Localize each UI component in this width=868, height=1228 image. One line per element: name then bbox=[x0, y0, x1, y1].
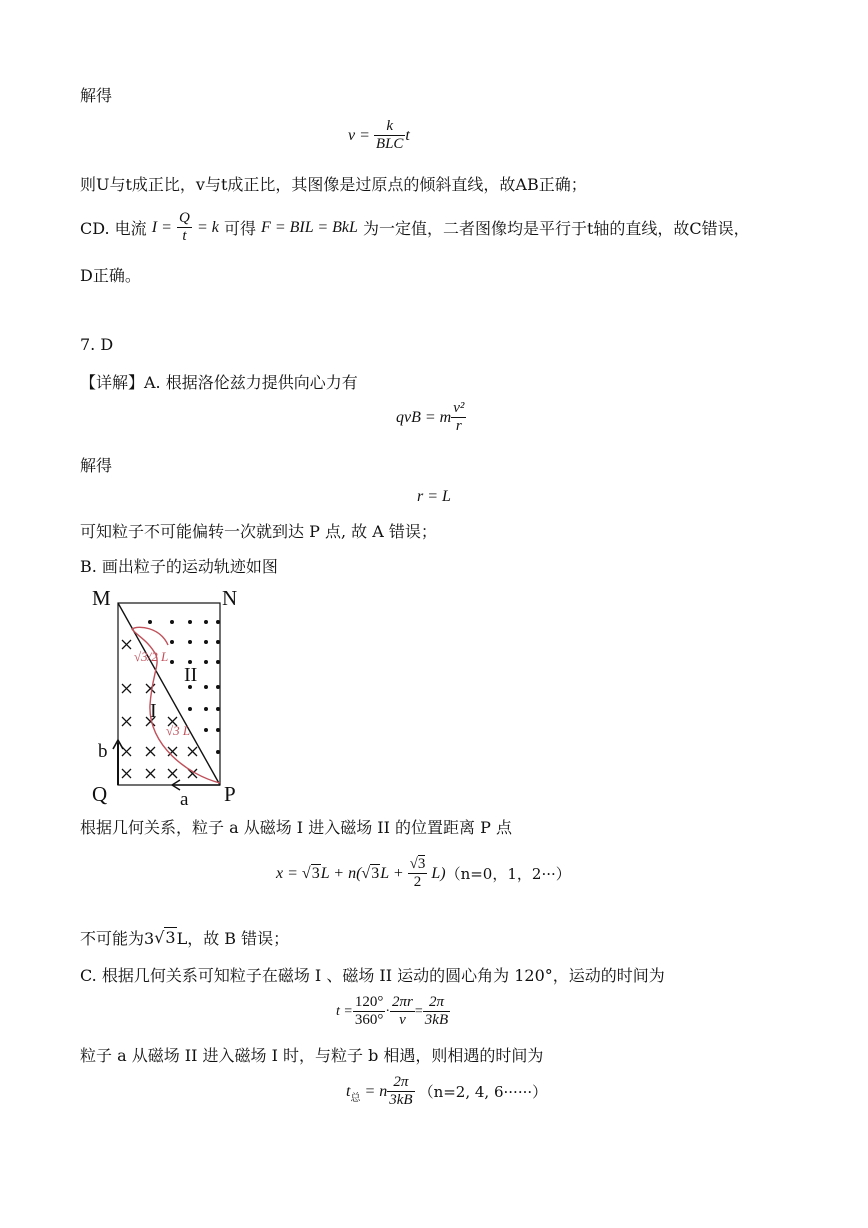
eq-t-frac3 bbox=[423, 994, 450, 1029]
eq-x-condition: （n=0，1，2···） bbox=[445, 865, 571, 883]
text-cd-line bbox=[80, 210, 750, 245]
eq-i-num: Q bbox=[179, 210, 190, 226]
eq-tz-sub: 总 bbox=[350, 1093, 361, 1104]
eq-qvb-fraction bbox=[451, 400, 466, 435]
text-a-wrong: 可知粒子不可能偏转一次就到达 P 点, 故 A 错误； bbox=[80, 522, 437, 541]
eq-x-lhs: x = bbox=[276, 864, 298, 882]
eq-t-d3: 3kB bbox=[424, 1012, 449, 1028]
magnetic-field-figure bbox=[88, 585, 248, 813]
eq-v-fraction bbox=[374, 118, 406, 153]
text-proportional: 则U与t成正比，v与t成正比，其图像是过原点的倾斜直线，故AB正确； bbox=[80, 175, 587, 194]
eq-i-den: t bbox=[177, 227, 192, 245]
text-d-correct: D正确。 bbox=[80, 266, 141, 285]
eq-t-n3: 2π bbox=[428, 994, 444, 1010]
equation-x: x = √ 3 L + n( √ 3 L + $\frac{√3}{2}$ L) （n=0，1，2···） bbox=[276, 856, 571, 890]
text-jiede-2: 解得 bbox=[80, 456, 113, 475]
eq-tz-fraction bbox=[387, 1074, 414, 1109]
equation-r bbox=[417, 488, 451, 506]
eq-f: F = BIL = BkL bbox=[261, 218, 358, 236]
eq-v-den: BLC bbox=[375, 136, 404, 152]
eq-i-tail: = k bbox=[196, 218, 219, 236]
eq-t-n1: 120° bbox=[354, 994, 384, 1010]
answer-7d: 7. D bbox=[80, 335, 114, 354]
corner-m-label: M bbox=[92, 586, 111, 610]
eq-t-d2: v bbox=[390, 1011, 415, 1029]
equation-qvb bbox=[396, 400, 466, 435]
eq-x-plus: L + bbox=[380, 864, 404, 882]
particle-a-label: a bbox=[180, 789, 189, 810]
eq-qvb-lhs: qvB = m bbox=[396, 408, 452, 426]
eq-x-root2: 3 bbox=[371, 864, 380, 882]
text-jiede-1: 解得 bbox=[80, 86, 113, 105]
text-kede: 可得 bbox=[223, 219, 256, 238]
eq-t-lhs: t = bbox=[336, 1003, 353, 1019]
text-not-possible: 不可能为3 bbox=[80, 929, 155, 948]
particle-b-label: b bbox=[98, 741, 108, 762]
equation-t: t = $\frac{120^\circ}{360^\circ}$ · $\frac{2\pi r}{v}$ = $\frac{2\pi}{3kB}$ bbox=[336, 994, 449, 1028]
eq-t-frac2 bbox=[390, 994, 415, 1029]
corner-p-label: P bbox=[224, 782, 236, 806]
eq-t-n2: 2πr bbox=[392, 994, 413, 1010]
eq-i-lhs: I = bbox=[151, 218, 172, 236]
corner-q-label: Q bbox=[92, 782, 108, 806]
equation-v bbox=[348, 118, 410, 153]
text-b-draw: B. 画出粒子的运动轨迹如图 bbox=[80, 557, 278, 576]
text-explanation-a: 【详解】A. 根据洛伦兹力提供向心力有 bbox=[80, 373, 358, 392]
eq-t-frac1 bbox=[353, 994, 386, 1029]
eq-v-lhs: v = bbox=[348, 126, 370, 144]
equation-t-total bbox=[346, 1074, 547, 1109]
corner-n-label: N bbox=[222, 586, 238, 610]
eq-x-mid: L + n( bbox=[320, 864, 362, 882]
text-c-angle: C. 根据几何关系可知粒子在磁场 I 、磁场 II 运动的圆心角为 120°，运动的时间为 bbox=[80, 966, 665, 985]
eq-x-frac-num: 3 bbox=[417, 856, 426, 872]
text-meet-time: 粒子 a 从磁场 II 进入磁场 I 时，与粒子 b 相遇，则相遇的时间为 bbox=[80, 1046, 544, 1065]
eq-x-root1: 3 bbox=[311, 864, 320, 882]
eq-x-frac-den: 2 bbox=[408, 873, 428, 891]
eq-tz-num: 2π bbox=[393, 1074, 409, 1090]
eq-x-fraction: $\frac{√3}{2}$ bbox=[409, 856, 426, 890]
eq-t-equals: = bbox=[414, 1003, 423, 1019]
eq-v-num: k bbox=[386, 118, 393, 134]
eq-x-end: L) bbox=[431, 864, 446, 882]
text-b-wrong: 不可能为3 √ 3 L，故 B 错误； bbox=[80, 928, 290, 948]
eq-tz-den: 3kB bbox=[389, 1092, 413, 1108]
eq-tz-mid: = n bbox=[364, 1082, 388, 1100]
eq-qvb-num: v² bbox=[453, 400, 465, 416]
eq-r: r = L bbox=[417, 488, 451, 505]
text-cd-end: 为一定值，二者图像均是平行于t轴的直线，故C错误， bbox=[363, 219, 750, 238]
region-i-label: I bbox=[150, 700, 157, 722]
eq-v-tail: t bbox=[405, 126, 410, 144]
eq-t-d1: 360° bbox=[354, 1012, 384, 1028]
annotation-root3-l: √3 L bbox=[166, 723, 191, 738]
eq-tz-condition: （n=2, 4, 6······） bbox=[418, 1083, 548, 1101]
eq-i-fraction bbox=[177, 210, 192, 245]
region-ii-label: II bbox=[184, 664, 198, 686]
text-b-wrong-end: L，故 B 错误； bbox=[176, 929, 290, 948]
eq-qvb-den: r bbox=[451, 417, 466, 435]
eq-tz-t: t bbox=[346, 1082, 351, 1100]
text-geometry-a: 根据几何关系，粒子 a 从磁场 I 进入磁场 II 的位置距离 P 点 bbox=[80, 818, 512, 837]
annotation-root3-over2-l: √3/2 L bbox=[134, 649, 169, 664]
text-root3: 3 bbox=[165, 928, 176, 947]
text-cd-start: CD. 电流 bbox=[80, 219, 147, 238]
